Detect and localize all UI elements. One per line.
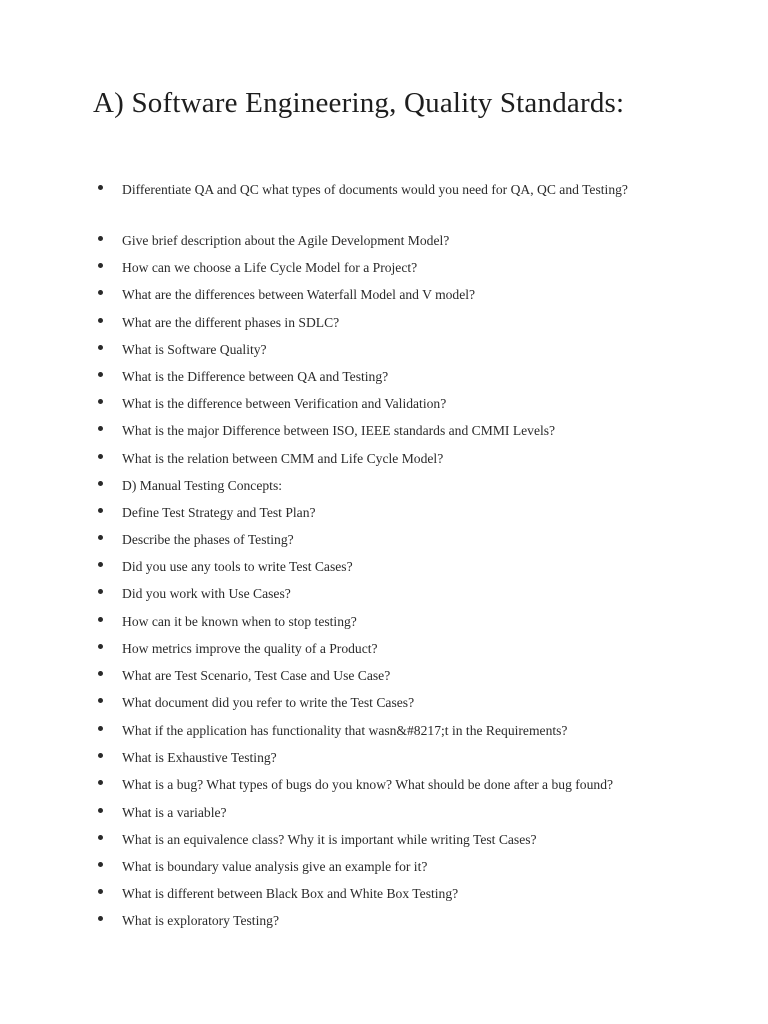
list-item-text: What is an equivalence class? Why it is important while writing Test Cases? <box>122 832 537 847</box>
section-heading-d: D) Manual Testing Concepts: <box>122 478 283 493</box>
list-item-text: What is the difference between Verification and Validation? <box>122 396 447 411</box>
bullet-icon <box>98 399 103 404</box>
bullet-icon <box>98 617 103 622</box>
bullet-icon <box>98 862 103 867</box>
page-title: A) Software Engineering, Quality Standards: <box>93 87 625 119</box>
bullet-icon <box>98 889 103 894</box>
bullet-icon <box>98 345 103 350</box>
list-item-text: What are Test Scenario, Test Case and Use Case? <box>122 668 391 683</box>
bullet-icon <box>98 644 103 649</box>
list-item-text: How metrics improve the quality of a Product? <box>122 641 378 656</box>
bullet-icon <box>98 535 103 540</box>
bullet-icon <box>98 916 103 921</box>
list-item-text: What is the relation between CMM and Life Cycle Model? <box>122 451 444 466</box>
list-item-text: What if the application has functionality that wasn&#8217;t in the Requirements? <box>122 723 568 738</box>
bullet-icon <box>98 481 103 486</box>
list-item-text: What is the Difference between QA and Testing? <box>122 369 389 384</box>
list-item-text: What is Exhaustive Testing? <box>122 750 277 765</box>
list-item-text: Give brief description about the Agile Development Model? <box>122 233 450 248</box>
list-item-text: What is Software Quality? <box>122 342 267 357</box>
list-item-text: Define Test Strategy and Test Plan? <box>122 505 316 520</box>
list-item-text: Differentiate QA and QC what types of documents would you need for QA, QC and Testing? <box>122 182 628 197</box>
bullet-icon <box>98 426 103 431</box>
bullet-icon <box>98 290 103 295</box>
list-item-text: Did you work with Use Cases? <box>122 586 291 601</box>
list-item-text: Did you use any tools to write Test Cases? <box>122 559 353 574</box>
bullet-icon <box>98 753 103 758</box>
bullet-icon <box>98 698 103 703</box>
bullet-icon <box>98 318 103 323</box>
bullet-icon <box>98 808 103 813</box>
bullet-icon <box>98 508 103 513</box>
list-item-text: What is the major Difference between ISO, IEEE standards and CMMI Levels? <box>122 423 556 438</box>
list-item-text: What are the differences between Waterfall Model and V model? <box>122 287 476 302</box>
list-item-text: What document did you refer to write the Test Cases? <box>122 695 415 710</box>
bullet-icon <box>98 454 103 459</box>
list-item-text: How can it be known when to stop testing? <box>122 614 357 629</box>
list-item-text: How can we choose a Life Cycle Model for a Project? <box>122 260 418 275</box>
list-item-text: What is a bug? What types of bugs do you know? What should be done after a bug found? <box>122 777 614 792</box>
bullet-icon <box>98 780 103 785</box>
list-item-text: What is exploratory Testing? <box>122 913 279 928</box>
bullet-icon <box>98 671 103 676</box>
list-item-text: What is boundary value analysis give an example for it? <box>122 859 428 874</box>
bullet-icon <box>98 185 103 190</box>
list-item-text: What is different between Black Box and White Box Testing? <box>122 886 459 901</box>
bullet-icon <box>98 562 103 567</box>
list-item-text: What is a variable? <box>122 805 227 820</box>
bullet-icon <box>98 589 103 594</box>
bullet-icon <box>98 263 103 268</box>
bullet-icon <box>98 726 103 731</box>
list-item-text: Describe the phases of Testing? <box>122 532 294 547</box>
list-item-text: What are the different phases in SDLC? <box>122 315 340 330</box>
bullet-icon <box>98 835 103 840</box>
bullet-icon <box>98 372 103 377</box>
bullet-icon <box>98 236 103 241</box>
